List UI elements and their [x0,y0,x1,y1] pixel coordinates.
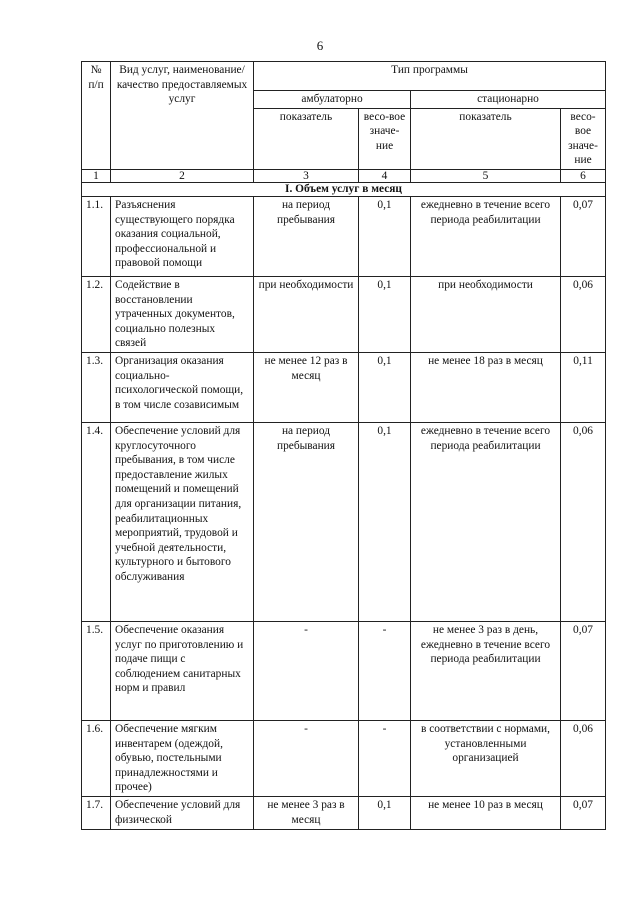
table-row [82,796,606,829]
column-number: 1 [82,169,111,182]
inp-indicator: не менее 10 раз в месяц [411,796,561,829]
header-ambulatory: амбулаторно [254,91,411,109]
header-amb-weight: весо-вое значе-ние [359,108,411,169]
amb-indicator: на период пребывания [254,196,359,276]
inp-weight: 0,07 [561,196,606,276]
header-inp-indicator: показатель [411,108,561,169]
column-number: 5 [411,169,561,182]
service-name: Организация оказания социально-психологической помощи, в том числе созависимым [111,352,254,422]
header-num: № п/п [82,62,111,170]
inp-indicator: при необходимости [411,276,561,352]
header-inpatient: стационарно [411,91,606,109]
amb-indicator: - [254,720,359,796]
inp-weight: 0,07 [561,796,606,829]
header-row-1 [82,62,606,91]
row-number: 1.5. [82,621,111,720]
amb-indicator: на период пребывания [254,422,359,621]
column-number: 3 [254,169,359,182]
inp-indicator: ежедневно в течение всего периода реабилитации [411,196,561,276]
amb-indicator: не менее 3 раз в месяц [254,796,359,829]
row-number: 1.2. [82,276,111,352]
inp-weight: 0,11 [561,352,606,422]
services-table [81,61,606,830]
column-number: 4 [359,169,411,182]
section-row [82,182,606,196]
service-name: Обеспечение условий для круглосуточного пребывания, в том числе предоставление жилых помещений и помещений для организации питания, реабилитационных мероприятий, трудовой и учебной деятельности, культурного и бытового обслуживания [111,422,254,621]
amb-indicator: - [254,621,359,720]
table-row [82,720,606,796]
table-row [82,422,606,621]
amb-weight: - [359,621,411,720]
row-number: 1.7. [82,796,111,829]
amb-indicator: при необходимости [254,276,359,352]
table-row [82,352,606,422]
inp-weight: 0,06 [561,720,606,796]
row-number: 1.4. [82,422,111,621]
inp-indicator: не менее 3 раз в день, ежедневно в течение всего периода реабилитации [411,621,561,720]
section-title: I. Объем услуг в месяц [82,182,606,196]
service-name: Обеспечение условий для физической [111,796,254,829]
header-service: Вид услуг, наименование/качество предоставляемых услуг [111,62,254,170]
header-amb-indicator: показатель [254,108,359,169]
table-row [82,196,606,276]
column-numbers-row [82,169,606,182]
column-number: 2 [111,169,254,182]
inp-indicator: не менее 18 раз в месяц [411,352,561,422]
service-name: Разъяснения существующего порядка оказания социальной, профессиональной и правовой помощи [111,196,254,276]
service-name: Обеспечение оказания услуг по приготовлению и подаче пищи с соблюдением санитарных норм и правил [111,621,254,720]
amb-weight: 0,1 [359,796,411,829]
amb-weight: 0,1 [359,352,411,422]
amb-weight: - [359,720,411,796]
service-name: Обеспечение мягким инвентарем (одеждой, обувью, постельными принадлежностями и прочее) [111,720,254,796]
service-name: Содействие в восстановлении утраченных документов, социально полезных связей [111,276,254,352]
amb-weight: 0,1 [359,196,411,276]
row-number: 1.3. [82,352,111,422]
inp-weight: 0,06 [561,422,606,621]
inp-weight: 0,07 [561,621,606,720]
page-number: 6 [316,38,324,53]
header-inp-weight: весо-вое значе-ние [561,108,606,169]
inp-indicator: в соответствии с нормами, установленными организацией [411,720,561,796]
table-row [82,621,606,720]
inp-weight: 0,06 [561,276,606,352]
amb-indicator: не менее 12 раз в месяц [254,352,359,422]
row-number: 1.1. [82,196,111,276]
header-program-type: Тип программы [254,62,606,91]
table-row [82,276,606,352]
inp-indicator: ежедневно в течение всего периода реабилитации [411,422,561,621]
amb-weight: 0,1 [359,276,411,352]
row-number: 1.6. [82,720,111,796]
amb-weight: 0,1 [359,422,411,621]
column-number: 6 [561,169,606,182]
